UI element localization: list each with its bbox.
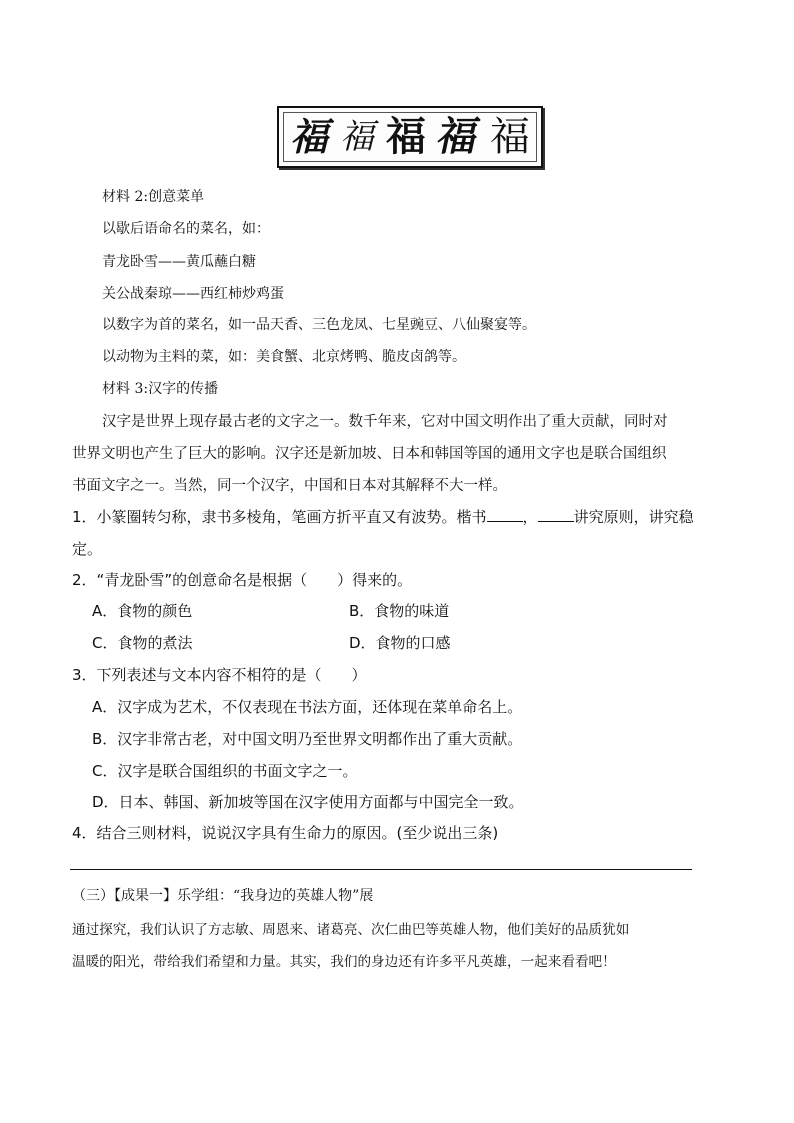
fu-char-1: 福 <box>289 114 328 159</box>
section3-line1: 通过探究，我们认识了方志敏、周恩来、诸葛亮、次仁曲巴等英雄人物，他们美好的品质犹如 <box>72 922 630 938</box>
question-3-option-c: C．汉字是联合国组织的书面文字之一。 <box>92 762 358 780</box>
question-3: 3．下列表述与文本内容不相符的是（ ） <box>72 666 367 684</box>
question-2-option-b: B．食物的味道 <box>349 602 450 620</box>
material2-animals: 以动物为主料的菜，如：美食蟹、北京烤鸭、脆皮卤鸽等。 <box>102 349 466 365</box>
fu-calligraphy-banner <box>277 106 543 168</box>
question-1-line2: 定。 <box>72 540 103 558</box>
question-1-blank-2[interactable] <box>538 507 574 522</box>
section3-heading: （三）【成果一】乐学组：“我身边的英雄人物”展 <box>72 888 374 904</box>
question-1-blank-1[interactable] <box>487 507 523 522</box>
question-2-option-d: D．食物的口感 <box>349 634 451 652</box>
question-4: 4．结合三则材料，说说汉字具有生命力的原因。(至少说出三条) <box>72 824 499 842</box>
question-3-option-b: B．汉字非常古老，对中国文明乃至世界文明都作出了重大贡献。 <box>92 730 523 748</box>
material3-paragraph-line1: 汉字是世界上现存最古老的文字之一。数千年来，它对中国文明作出了重大贡献，同时对 <box>102 414 668 430</box>
material2-numbers: 以数字为首的菜名，如一品天香、三色龙凤、七星豌豆、八仙聚宴等。 <box>102 317 536 333</box>
question-3-option-d: D．日本、韩国、新加坡等国在汉字使用方面都与中国完全一致。 <box>92 793 524 811</box>
section3-line2: 温暖的阳光，带给我们希望和力量。其实，我们的身边还有许多平凡英雄，一起来看看吧！ <box>72 954 616 970</box>
fu-char-3: 福 <box>385 113 426 160</box>
material2-intro: 以歇后语命名的菜名，如： <box>102 221 270 237</box>
question-1-sep: ， <box>522 508 538 526</box>
fu-banner-inner <box>283 112 537 162</box>
question-2: 2．“青龙卧雪”的创意命名是根据（ ）得来的。 <box>72 571 413 589</box>
question-4-answer-line[interactable] <box>70 869 692 870</box>
question-2-option-a: A．食物的颜色 <box>92 602 193 620</box>
question-1-part2: 讲究原则，讲究稳 <box>573 508 694 526</box>
question-1 <box>72 506 694 527</box>
question-2-option-c: C．食物的煮法 <box>92 634 193 652</box>
material2-title: 材料 2:创意菜单 <box>102 189 205 205</box>
fu-char-2: 福 <box>339 117 374 157</box>
question-1-part1: 1．小篆圈转匀称，隶书多棱角，笔画方折平直又有波势。楷书 <box>72 508 487 526</box>
fu-char-4: 福 <box>433 113 484 160</box>
material3-title: 材料 3:汉字的传播 <box>102 381 219 397</box>
material3-paragraph-line2: 世界文明也产生了巨大的影响。汉字还是新加坡、日本和韩国等国的通用文字也是联合国组织 <box>72 446 667 462</box>
fu-char-5: 福 <box>489 114 530 160</box>
material2-dish1: 青龙卧雪——黄瓜蘸白糖 <box>102 254 256 270</box>
material2-dish2: 关公战秦琼——西红柿炒鸡蛋 <box>102 286 284 302</box>
question-3-option-a: A．汉字成为艺术，不仅表现在书法方面，还体现在菜单命名上。 <box>92 698 523 716</box>
material3-paragraph-line3: 书面文字之一。当然，同一个汉字，中国和日本对其解释不大一样。 <box>72 478 507 494</box>
